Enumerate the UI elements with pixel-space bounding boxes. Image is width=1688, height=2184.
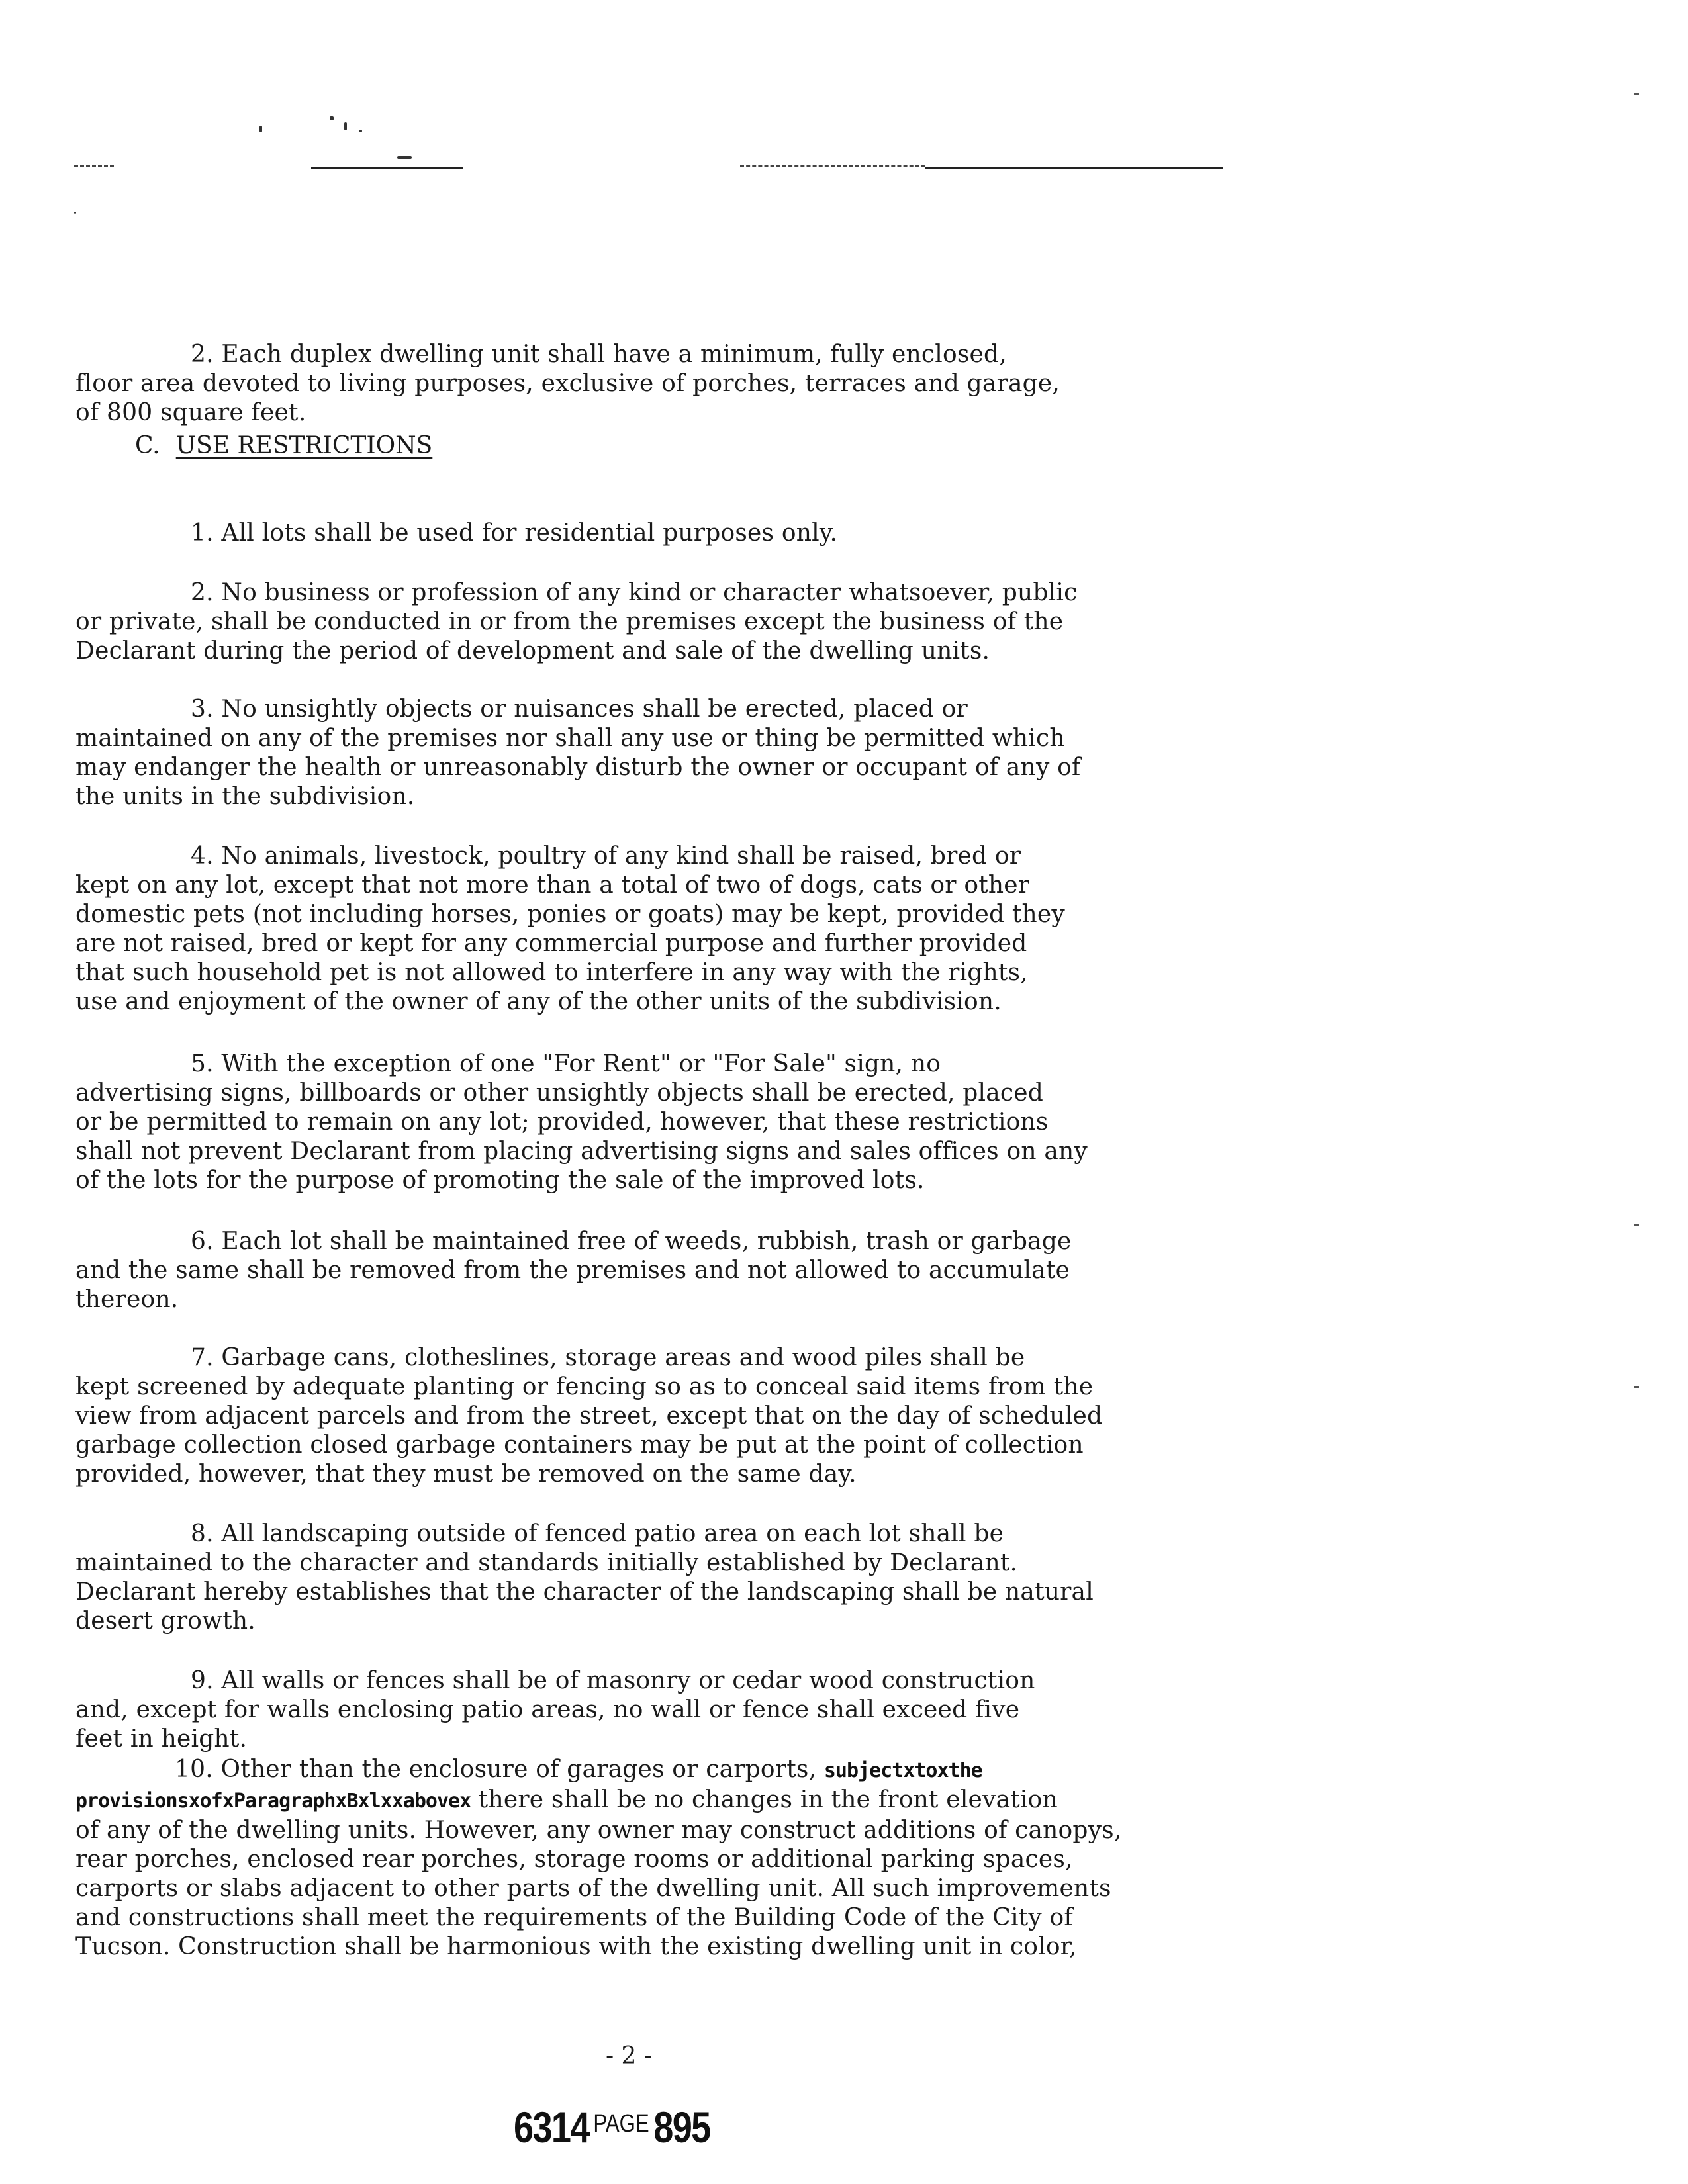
scan-speck: [344, 122, 347, 130]
paragraph-c6-text: 6. Each lot shall be maintained free of weeds, rubbish, trash or garbage and the same shall be removed from the premises and not allowed to accumulate thereon.: [75, 1228, 1072, 1313]
paragraph-c2: [75, 549, 1188, 666]
paragraph-b2: [75, 311, 1188, 428]
section-c-letter: C.: [135, 432, 160, 459]
paragraph-c3-text: 3. No unsightly objects or nuisances shall be erected, placed or maintained on any of the premises nor shall any use or thing be permitted which may endanger the health or unreasonably disturb the owner or occupant of any of the units in the subdivision.: [75, 696, 1081, 810]
stamp-page-label: PAGE: [593, 2110, 649, 2138]
struck-typewriter-text: provisionsxofxParagraphxBxlxxabovex: [75, 1790, 471, 1813]
section-c-title: USE RESTRICTIONS: [175, 432, 433, 459]
paragraph-c8-text: 8. All landscaping outside of fenced patio area on each lot shall be maintained to the character and standards initially established by Declarant. Declarant hereby establishes that the character of the landscaping shall be natural desert growth.: [75, 1520, 1094, 1635]
paragraph-c4-text: 4. No animals, livestock, poultry of any kind shall be raised, bred or kept on any lot, except that not more than a total of two of dogs, cats or other domestic pets (not including horses, ponies or goats) may be kept, provided they are not raised, bred or kept for any commercial purpose and further provided that such household pet is not allowed to interfere in any way with the rights, use and enjoyment of the owner of any of the other units of the subdivision.: [75, 842, 1065, 1015]
paragraph-c6: [75, 1198, 1188, 1314]
paragraph-c10: [75, 1755, 1188, 1962]
scan-speck: [74, 212, 76, 214]
scan-speck: [259, 126, 262, 132]
paragraph-c3: [75, 666, 1188, 811]
paragraph-c7-text: 7. Garbage cans, clotheslines, storage areas and wood piles shall be kept screened by adequate planting or fencing so as to conceal said items from the view from adjacent parcels and from the street, except that on the day of scheduled garbage collection closed garbage containers may be put at the point of collection provided, however, that they must be removed on the same day.: [75, 1344, 1103, 1488]
margin-mark: [1634, 1224, 1639, 1226]
header-rule-left: [74, 165, 114, 167]
paragraph-c1-text: 1. All lots shall be used for residential purposes only.: [191, 520, 838, 547]
paragraph-c9: [75, 1637, 1188, 1754]
paragraph-c10-line1: 10. Other than the enclosure of garages or carports,: [175, 1756, 824, 1783]
margin-mark: [1634, 1386, 1639, 1388]
paragraph-c7: [75, 1314, 1188, 1489]
paragraph-c10-line2: there shall be no changes in the front elevation: [471, 1786, 1058, 1813]
scan-speck: [397, 156, 412, 159]
scan-speck: [359, 130, 362, 132]
paragraph-c10-rest: of any of the dwelling units. However, any owner may construct additions of canopys, rear porches, enclosed rear porches, storage rooms or additional parking spaces, carports or slabs adjacent to other parts of the dwelling unit. All such improvements and constructions shall meet the requirements of the Building Code of the City of Tucson. Construction shall be harmonious with the existing dwelling unit in color,: [75, 1817, 1122, 1960]
paragraph-c5-text: 5. With the exception of one "For Rent" or "For Sale" sign, no advertising signs, billboards or other unsightly objects shall be erected, placed or be permitted to remain on any lot; provided, however, that these restrictions shall not prevent Declarant from placing advertising signs and sales offices on any of the lots for the purpose of promoting the sale of the improved lots.: [75, 1050, 1088, 1194]
header-rule-right: [925, 167, 1223, 169]
margin-mark: [1634, 93, 1639, 95]
recording-stamp: [514, 2102, 710, 2152]
paragraph-c4: [75, 813, 1188, 1017]
struck-typewriter-text: subjectxtoxthe: [823, 1759, 982, 1782]
scan-speck: [330, 116, 334, 120]
paragraph-b2-text: 2. Each duplex dwelling unit shall have a minimum, fully enclosed, floor area devoted to living purposes, exclusive of porches, terraces and garage, of 800 square feet.: [75, 341, 1060, 426]
paragraph-c2-text: 2. No business or profession of any kind or character whatsoever, public or private, shall be conducted in or from the premises except the business of the Declarant during the period of development and sale of the dwelling units.: [75, 579, 1078, 664]
paragraph-c1: [75, 490, 1188, 548]
header-rule-right-dashed: [740, 165, 925, 167]
header-rule-mid: [311, 167, 463, 169]
section-c-heading: [135, 432, 432, 461]
paragraph-c8: [75, 1490, 1188, 1636]
stamp-book-number: 6314: [514, 2103, 589, 2152]
paragraph-c9-text: 9. All walls or fences shall be of masonry or cedar wood construction and, except for walls enclosing patio areas, no wall or fence shall exceed five feet in height.: [75, 1667, 1035, 1752]
page-number: - 2 -: [605, 2042, 653, 2070]
paragraph-c5: [75, 1021, 1188, 1195]
stamp-page-number: 895: [653, 2103, 710, 2152]
